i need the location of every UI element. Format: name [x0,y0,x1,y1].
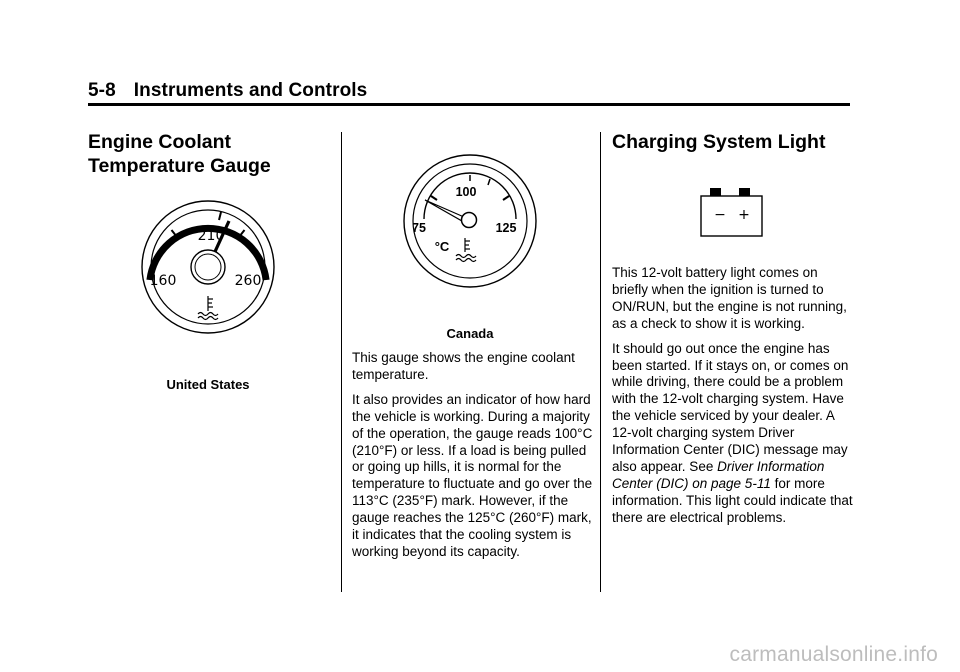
canada-temperature-gauge [398,154,543,290]
charging-system-body [612,265,856,535]
charging-paragraph-2-end: for more information. This light could indicate that there are electrical problems. [612,475,853,525]
page-number: 5-8 [88,80,116,101]
dic-page-reference: Driver Information Center (DIC) on page 5-11 [612,458,825,491]
coolant-paragraph-2: It also provides an indicator of how hard the vehicle is working. During a majority of the operation, the gauge reads 100°C (210°F) or less. If a load is being pulled or going up hills, it is normal for the temperature to fluctuate and go over the 113°C (235°F) mark. However, if the gauge reaches the 125°C (260°F) mark, it indicates that the cooling system is working beyond its capacity. [352,391,593,559]
battery-icon [698,186,766,240]
ca-label-125: 125 [495,221,517,235]
caption-united-states: United States [166,377,250,392]
ca-label-75: 75 [412,221,426,235]
header-rule [88,103,850,106]
coolant-temperature-icon [198,296,218,320]
column-divider-1 [341,132,342,592]
ca-label-100: 100 [455,185,477,199]
coolant-gauge-body [352,350,596,569]
coolant-temperature-icon [456,238,476,262]
us-label-210: 210 [197,228,225,244]
page-header [88,80,367,102]
watermark: carmanualsonline.info [729,643,938,666]
heading-line-1: Engine Coolant [88,131,231,153]
us-temperature-gauge [135,198,285,338]
section-title: Instruments and Controls [133,80,368,101]
ca-unit-celsius: °C [434,239,450,254]
caption-canada: Canada [446,326,494,341]
us-label-260: 260 [234,273,262,289]
coolant-paragraph-1: This gauge shows the engine coolant temperature. [352,350,575,382]
coolant-gauge-heading [88,130,328,178]
us-label-160: 160 [149,273,177,289]
battery-minus-sign: − [714,207,726,223]
charging-paragraph-2 [612,341,856,527]
column-divider-2 [600,132,601,592]
charging-heading-text: Charging System Light [612,131,826,153]
charging-paragraph-1: This 12-volt battery light comes on briefly when the ignition is turned to ON/RUN, but the engine is not running, as a check to show it is working. [612,265,847,331]
charging-system-heading [612,130,852,154]
battery-plus-sign: + [738,207,750,223]
heading-line-2: Temperature Gauge [88,155,271,177]
charging-paragraph-2-text: It should go out once the engine has been started. If it stays on, or comes on while driving, there could be a problem with the 12-volt charging system. Have the vehicle serviced by your dealer. A 12-volt charging system Driver Information Center (DIC) message may also appear. See [612,340,849,474]
